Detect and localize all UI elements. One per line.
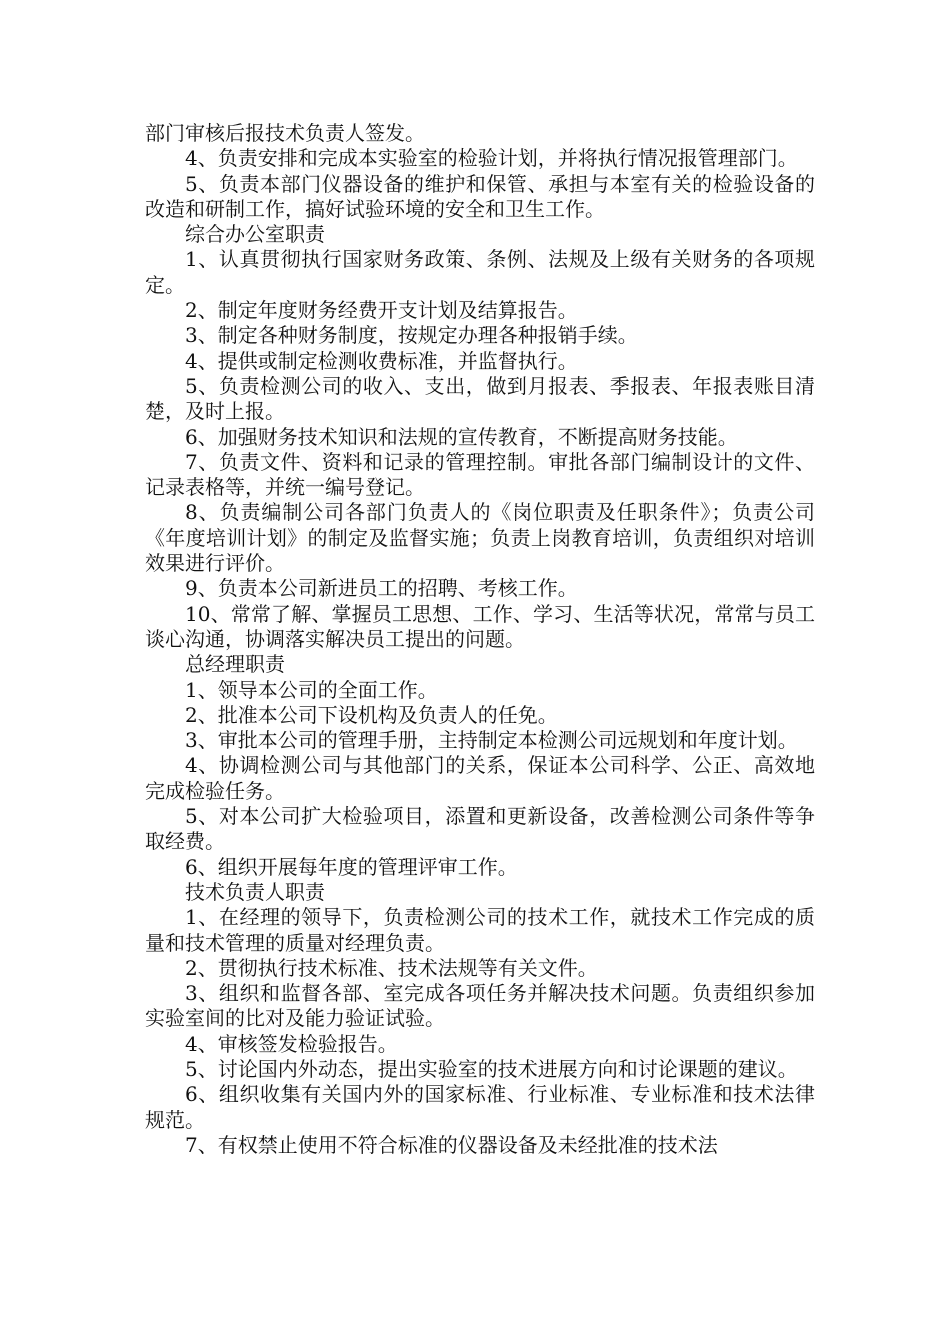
paragraph: 1、领导本公司的全面工作。 (185, 677, 438, 702)
section-heading: 技术负责人职责 (185, 879, 325, 904)
paragraph: 9、负责本公司新进员工的招聘、考核工作。 (185, 576, 578, 601)
paragraph: 6、组织收集有关国内外的国家标准、行业标准、专业标准和技术法律规范。 (145, 1082, 815, 1132)
section-heading: 总经理职责 (185, 652, 285, 677)
paragraph: 4、负责安排和完成本实验室的检验计划，并将执行情况报管理部门。 (185, 146, 798, 171)
paragraph: 3、制定各种财务制度，按规定办理各种报销手续。 (185, 323, 638, 348)
paragraph: 部门审核后报技术负责人签发。 (145, 121, 425, 145)
paragraph: 10、常常了解、掌握员工思想、工作、学习、生活等状况，常常与员工谈心沟通，协调落实解决员工提出的问题。 (145, 601, 815, 651)
paragraph: 5、负责本部门仪器设备的维护和保管、承担与本室有关的检验设备的改造和研制工作，搞好试验环境的安全和卫生工作。 (145, 171, 815, 221)
paragraph: 1、认真贯彻执行国家财务政策、条例、法规及上级有关财务的各项规定。 (145, 247, 815, 297)
paragraph: 7、负责文件、资料和记录的管理控制。审批各部门编制设计的文件、记录表格等，并统一编号登记。 (145, 449, 815, 500)
paragraph: 2、制定年度财务经费开支计划及结算报告。 (185, 298, 578, 323)
document-body (145, 121, 815, 1158)
paragraph: 4、审核签发检验报告。 (185, 1031, 398, 1056)
paragraph: 6、加强财务技术知识和法规的宣传教育，不断提高财务技能。 (185, 424, 738, 449)
paragraph: 5、对本公司扩大检验项目，添置和更新设备，改善检测公司条件等争取经费。 (145, 804, 815, 854)
paragraph: 4、协调检测公司与其他部门的关系，保证本公司科学、公正、高效地完成检验任务。 (145, 753, 815, 803)
paragraph: 8、负责编制公司各部门负责人的《岗位职责及任职条件》；负责公司《年度培训计划》的制定及监督实施；负责上岗教育培训，负责组织对培训效果进行评价。 (145, 500, 815, 576)
paragraph: 4、提供或制定检测收费标准，并监督执行。 (185, 348, 578, 373)
paragraph: 1、在经理的领导下，负责检测公司的技术工作，就技术工作完成的质量和技术管理的质量对经理负责。 (145, 905, 815, 955)
paragraph: 3、组织和监督各部、室完成各项任务并解决技术问题。负责组织参加实验室间的比对及能力验证试验。 (145, 981, 815, 1031)
paragraph: 6、组织开展每年度的管理评审工作。 (185, 854, 518, 879)
paragraph: 5、讨论国内外动态，提出实验室的技术进展方向和讨论课题的建议。 (185, 1056, 798, 1081)
paragraph: 3、审批本公司的管理手册，主持制定本检测公司远规划和年度计划。 (185, 728, 798, 753)
paragraph: 7、有权禁止使用不符合标准的仪器设备及未经批准的技术法 (185, 1132, 718, 1157)
paragraph: 2、贯彻执行技术标准、技术法规等有关文件。 (185, 955, 598, 980)
section-heading: 综合办公室职责 (185, 222, 325, 247)
paragraph: 5、负责检测公司的收入、支出，做到月报表、季报表、年报表账目清楚，及时上报。 (145, 373, 815, 424)
paragraph: 2、批准本公司下设机构及负责人的任免。 (185, 702, 558, 727)
